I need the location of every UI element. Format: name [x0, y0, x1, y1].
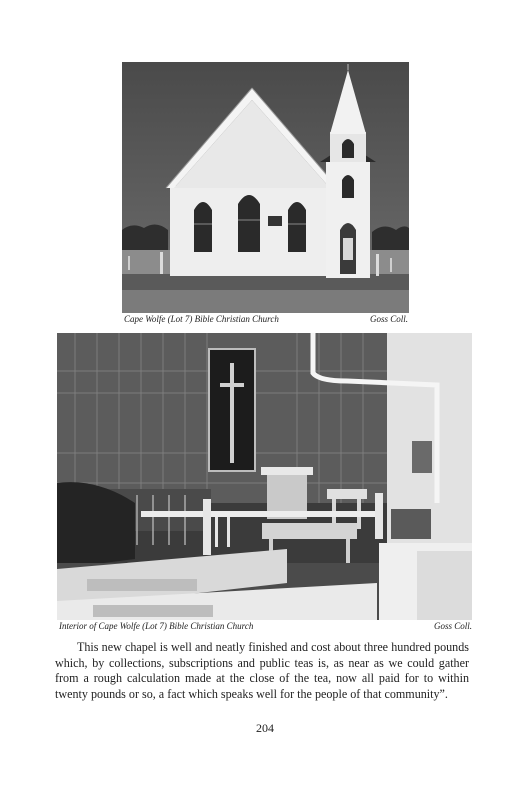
- body-paragraph: This new chapel is well and neatly finished and cost about three hundred pounds which, by collections, subscriptions and public teas is, as near as we could gather from a rough calculation made at the close of the tea, now all paid for to within twenty pounds or so, a fact which speaks well for the people of that community”.: [55, 640, 469, 701]
- church-exterior-illustration: [122, 62, 409, 313]
- figure-2-caption-text: Interior of Cape Wolfe (Lot 7) Bible Christian Church: [59, 621, 254, 631]
- church-interior-photo: [57, 333, 472, 620]
- figure-2-credit: Goss Coll.: [433, 621, 472, 631]
- page-number: 204: [256, 721, 274, 735]
- figure-2-caption: [59, 621, 472, 631]
- church-exterior-photo: [122, 62, 409, 313]
- figure-1-caption-text: Cape Wolfe (Lot 7) Bible Christian Church: [124, 314, 279, 324]
- figure-1-credit: Goss Coll.: [369, 314, 408, 324]
- church-interior-illustration: [57, 333, 472, 620]
- figure-1-caption: [124, 314, 408, 324]
